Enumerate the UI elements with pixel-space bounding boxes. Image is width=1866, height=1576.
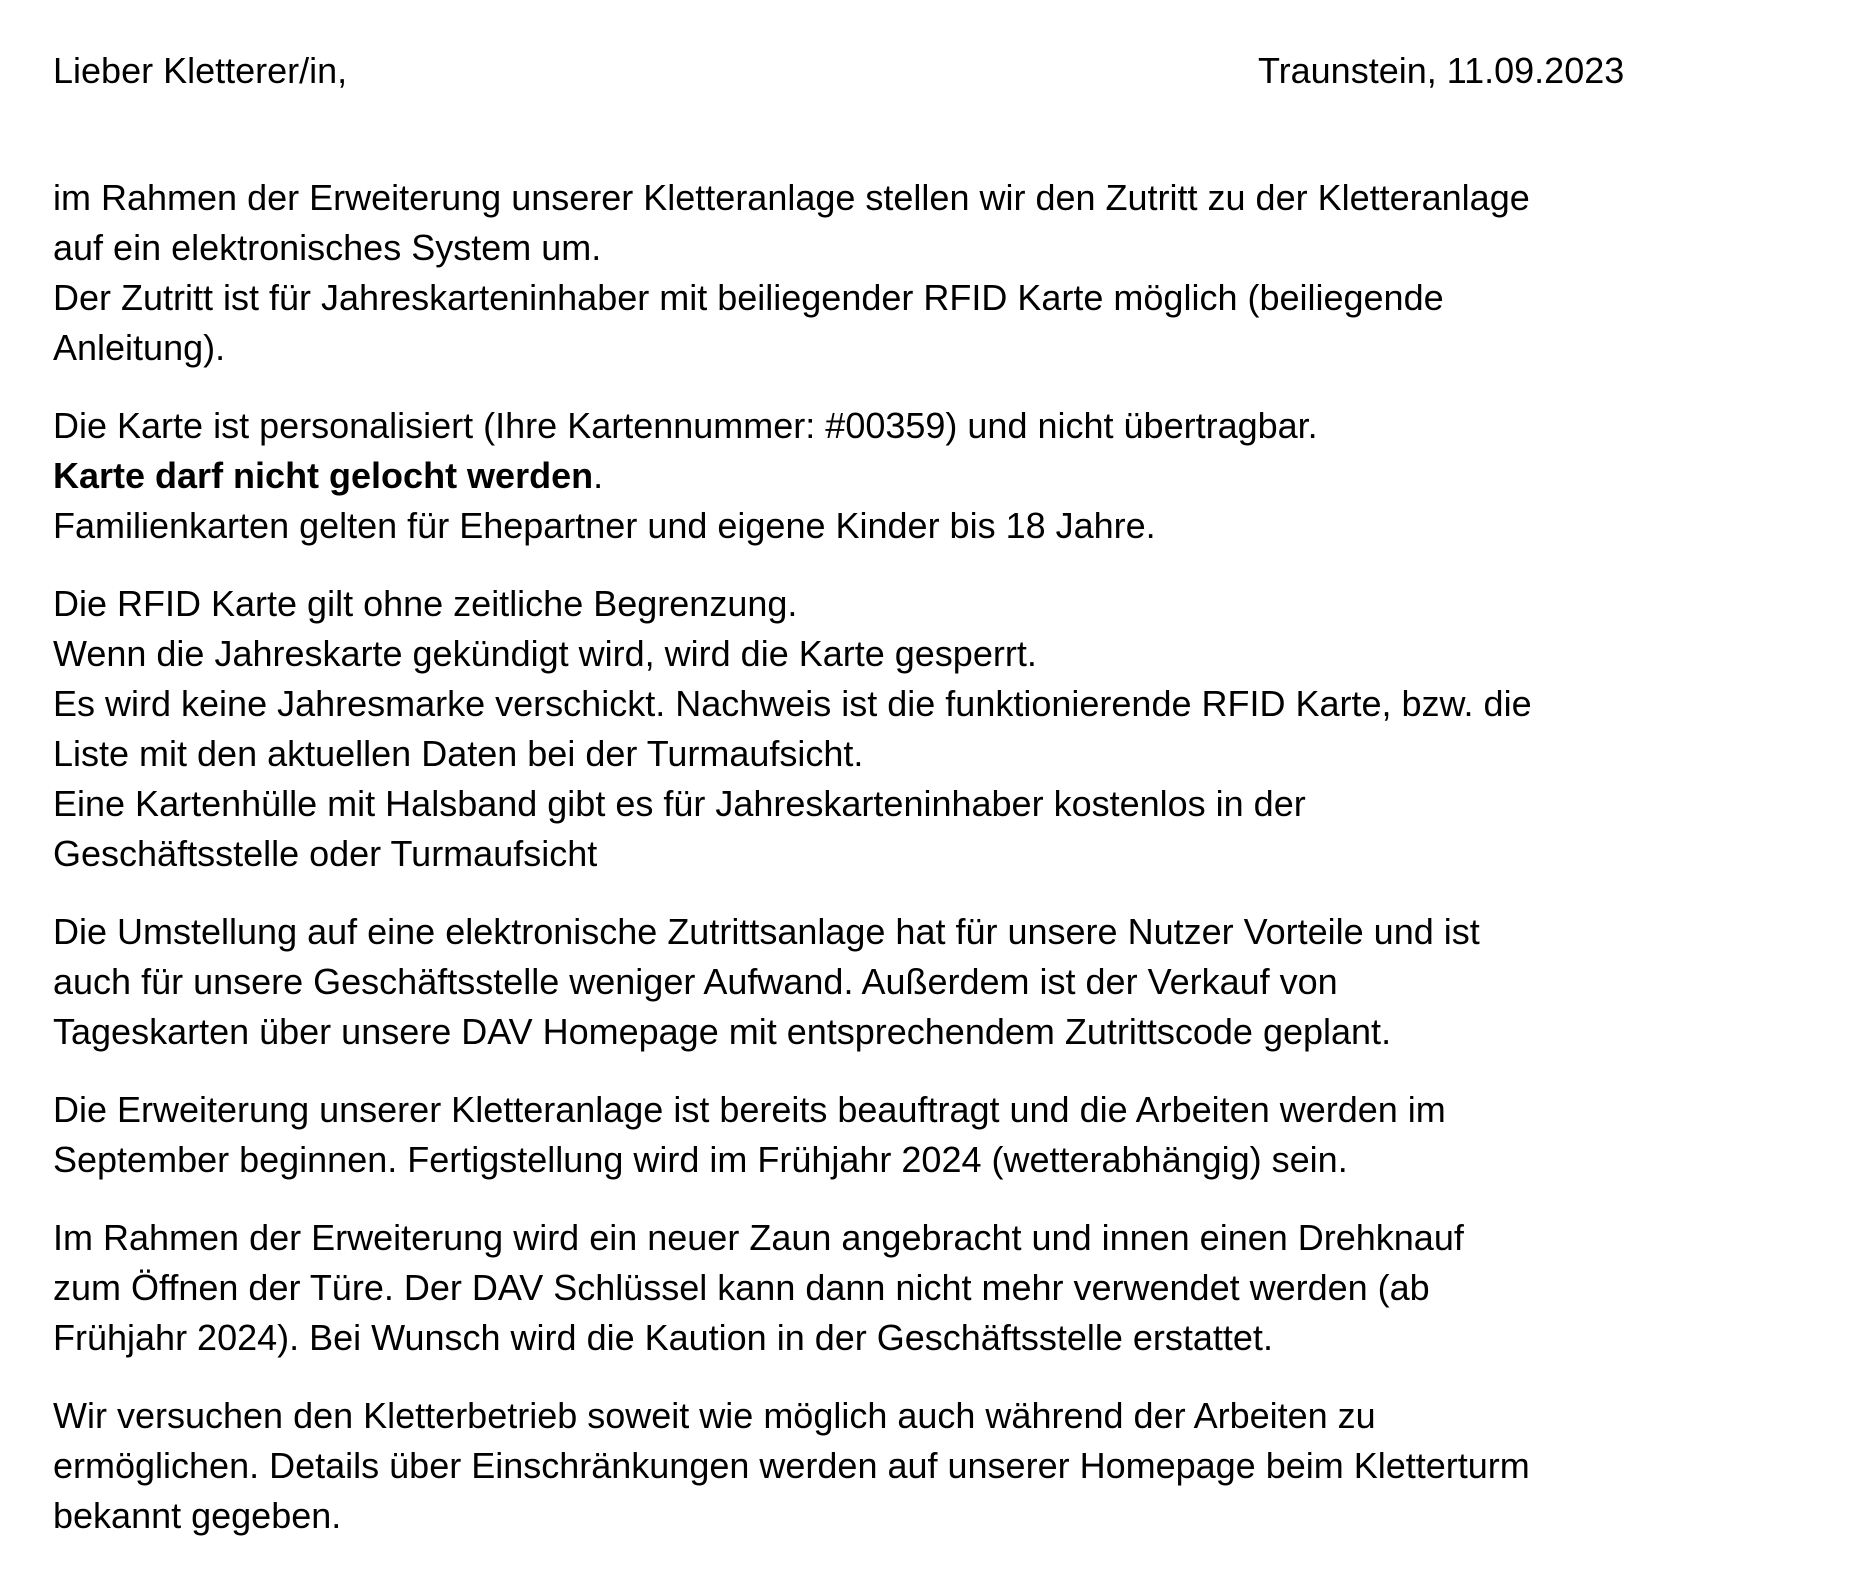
text-line: auch für unsere Geschäftsstelle weniger Aufwand. Außerdem ist der Verkauf von — [53, 961, 1338, 1002]
text-line: bekannt gegeben. — [53, 1495, 342, 1536]
text-line: Die Karte ist personalisiert (Ihre Kartennummer: #00359) und nicht übertragbar. — [53, 405, 1318, 446]
text-line: Der Zutritt ist für Jahreskarteninhaber mit beiliegender RFID Karte möglich (beiliegende — [53, 277, 1444, 318]
text-line-warning — [53, 451, 1813, 501]
text-line: Tageskarten über unsere DAV Homepage mit entsprechendem Zutrittscode geplant. — [53, 1011, 1392, 1052]
text-line: Im Rahmen der Erweiterung wird ein neuer Zaun angebracht und innen einen Drehknauf — [53, 1217, 1464, 1258]
warning-punctuation: . — [593, 455, 604, 496]
text-line: Die Erweiterung unserer Kletteranlage ist bereits beauftragt und die Arbeiten werden im — [53, 1089, 1446, 1130]
text-line: Es wird keine Jahresmarke verschickt. Nachweis ist die funktionierende RFID Karte, bzw. die — [53, 683, 1532, 724]
text-line: Die Umstellung auf eine elektronische Zutrittsanlage hat für unsere Nutzer Vorteile und ist — [53, 911, 1480, 952]
text-line: Frühjahr 2024). Bei Wunsch wird die Kaution in der Geschäftsstelle erstattet. — [53, 1317, 1273, 1358]
paragraph-advantages — [53, 907, 1813, 1057]
text-line: Wenn die Jahreskarte gekündigt wird, wird die Karte gesperrt. — [53, 633, 1037, 674]
text-line: Eine Kartenhülle mit Halsband gibt es für Jahreskarteninhaber kostenlos in der — [53, 783, 1306, 824]
text-line: im Rahmen der Erweiterung unserer Kletteranlage stellen wir den Zutritt zu der Kletteranlage — [53, 177, 1530, 218]
paragraph-access-system — [53, 173, 1813, 373]
letter-body — [53, 173, 1813, 1569]
paragraph-card-validity — [53, 579, 1813, 879]
text-line: Familienkarten gelten für Ehepartner und eigene Kinder bis 18 Jahre. — [53, 505, 1156, 546]
place-date: Traunstein, 11.09.2023 — [1258, 50, 1625, 91]
text-line: September beginnen. Fertigstellung wird im Frühjahr 2024 (wetterabhängig) sein. — [53, 1139, 1348, 1180]
text-line: Geschäftsstelle oder Turmaufsicht — [53, 833, 598, 874]
text-line: Liste mit den aktuellen Daten bei der Turmaufsicht. — [53, 733, 864, 774]
text-line: auf ein elektronisches System um. — [53, 227, 602, 268]
paragraph-operation — [53, 1391, 1813, 1541]
text-line: ermöglichen. Details über Einschränkungen werden auf unserer Homepage beim Kletterturm — [53, 1445, 1530, 1486]
text-line: Die RFID Karte gilt ohne zeitliche Begrenzung. — [53, 583, 798, 624]
warning-bold-text: Karte darf nicht gelocht werden — [53, 455, 594, 496]
text-line: Anleitung). — [53, 327, 226, 368]
salutation: Lieber Kletterer/in, — [53, 50, 348, 91]
paragraph-card-info — [53, 401, 1813, 551]
text-line: Wir versuchen den Kletterbetrieb soweit wie möglich auch während der Arbeiten zu — [53, 1395, 1376, 1436]
paragraph-construction — [53, 1085, 1813, 1185]
paragraph-fence-key — [53, 1213, 1813, 1363]
text-line: zum Öffnen der Türe. Der DAV Schlüssel kann dann nicht mehr verwendet werden (ab — [53, 1267, 1430, 1308]
